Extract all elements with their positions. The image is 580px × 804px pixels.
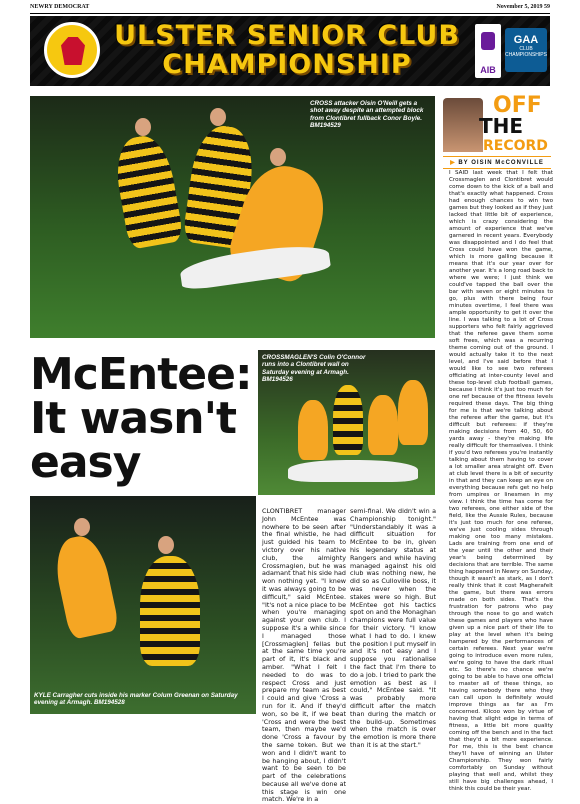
mid-photo-caption: CROSSMAGLEN'S Colin O'Connor runs into a Clontibret wall on Saturday evening at Armagh. BM194526 [262,354,366,384]
ulster-crest-icon [44,22,100,78]
low-match-photo [30,496,256,714]
aib-logo-icon: AIB [475,24,501,78]
paper-name: NEWRY DEMOCRAT [30,4,90,10]
low-photo-caption: KYLE Carragher cuts inside his marker Colum Greenan on Saturday evening at Armagh. BM194528 [34,692,238,707]
gaa-club-logo-icon: GAA CLUB CHAMPIONSHIPS [505,28,547,72]
championship-banner [30,16,550,86]
off-the-record-column [443,93,554,792]
banner-title: ULSTER SENIOR CLUB CHAMPIONSHIP [114,20,460,80]
column-body: I SAID last week that I felt that Crossmaglen and Clontibret would come down to the kick of a ball and that's exactly what happened. Cross had enough chances to win two games but they looked as if they just lacked that little bit of experience, which is crazy considering the amount of experience that we've garnered in recent years. Everybody was disappointed and I do feel that Cross could have won the game, which is more galling because it means that it's our year over for another year. It's a long road back to where we were; I just think we could've tapped the ball over the bar with seven or eight minutes to go, plus with there being four minutes overtime, I feel there was ample opportunity to get it over the line. I was talking to a lot of Cross supporters who felt fairly aggrieved that the referee gave them some soft frees, which was a recurring theme coming out of the ground. I would actually take it to the next level, and I've said before that I would like to see two referees officiating at inter-county level and these top-level club football games, because I think it's just too much for one ref because of the fitness levels required these days. The big thing for me is that we're talking about the referee after the game, but it's difficult but referees: if they're making decisions from 40, 50, 60 yards away - they're making life really difficult for themselves. I think if you'd two referees you're instantly talking about them having to cover a lot smaller area straight off. Even at club level there is a bit of security in that and they can keep an eye on everything because refs get no help from umpires or linesmen in my view. I think the time has come for two referees, one either side of the field, like the Aussie Rules, because it's just too much for one referee, we've just cooling sides through making one too many mistakes. Lads are training from one end of the year until the other and their year's being determined by decisions that are terrible. The same thing happened in Newry on Sunday, though it wasn't as stark, as I don't really think that it cost Magherafelt the game, but there was errors made on both sides. That's the frustration for patrons who pay through the nose to go and watch these games and players who have given up a nice part of their life to play at the level when it's being hampered by the performances of certain referees. Next year we're going to introduce even more rules, we're going to have the dark ritual etc. So there's no chance we're going to be able to have one official to master all of these things, so having somebody there who they can call upon is definitely would improve things as far as I'm concerned. Kilcoo won by virtue of having that slight edge in terms of fitness, a little bit more quality coming off the bench and in the fact that they'd a bit more experience. For me, this is the best chance they'll have of winning an Ulster Championship. They won fairly comfortably on Sunday without playing that well and, whilst they still have big challenges ahead, I think this could be their year. [449,170,554,792]
article-headline: McEntee: It wasn't easy [30,349,252,488]
columnist-photo [443,98,483,152]
masthead [30,4,550,14]
date-page: November 5, 2019 59 [496,4,550,10]
column-byline: ▶ BY OISIN McCONVILLE [443,156,551,169]
column-masthead: OFF THE RECORD [443,96,551,152]
triangle-icon: ▶ [450,160,459,166]
mid-match-photo [258,350,435,495]
main-match-photo [30,96,435,338]
main-photo-caption: CROSS attacker Oisin O'Neill gets a shot away despite an attempted block from Clontibret fullback Conor Boyle. BM194529 [310,100,424,130]
article-column-2: semi-final. We didn't win a Championship tonight." "Understandably it was a difficult situation for McEntee to be in, given his legendary status at Rangers and while having managed against his old club was nothing new, he did so as Culloville boss, it was never when the stakes were so high. But McEntee got his tactics spot on and the Monaghan champions were full value for their victory. "I know what I had to do. I knew the position I put myself in and it's not easy and I suppose you rationalise the fact that I'm there to do a job. I tried to park the emotion as best as I could," McEntee said. "It was probably more difficult after the match than during the match or the build-up. Sometimes when the match is over the emotion is more there than it is at the start." [350,507,436,749]
article-column-1: CLONTIBRET manager John McEntee was nowhere to be seen after the final whistle, he had just guided his team to victory over his native club, the almighty Crossmaglen, but he was adamant that his side had won nothing yet. "I knew it was always going to be difficult," said McEntee. "It's not a nice place to be when you're managing against your own club. I suppose it's a while since I managed those [Crossmaglen] fellas but at the same time you're part of it, it's black and amber. "What I felt I needed to do was to respect Cross and just prepare my team as best I could and give 'Cross a run for it. And if they'd won, so be it, if we beat 'Cross and were the best team, then maybe we'd done 'Cross a favour by the same token. But we won and I didn't want to be hanging about, I didn't want to be seen to be part of the celebrations because all we've done at this stage is win one match. We're in a [262,507,346,804]
